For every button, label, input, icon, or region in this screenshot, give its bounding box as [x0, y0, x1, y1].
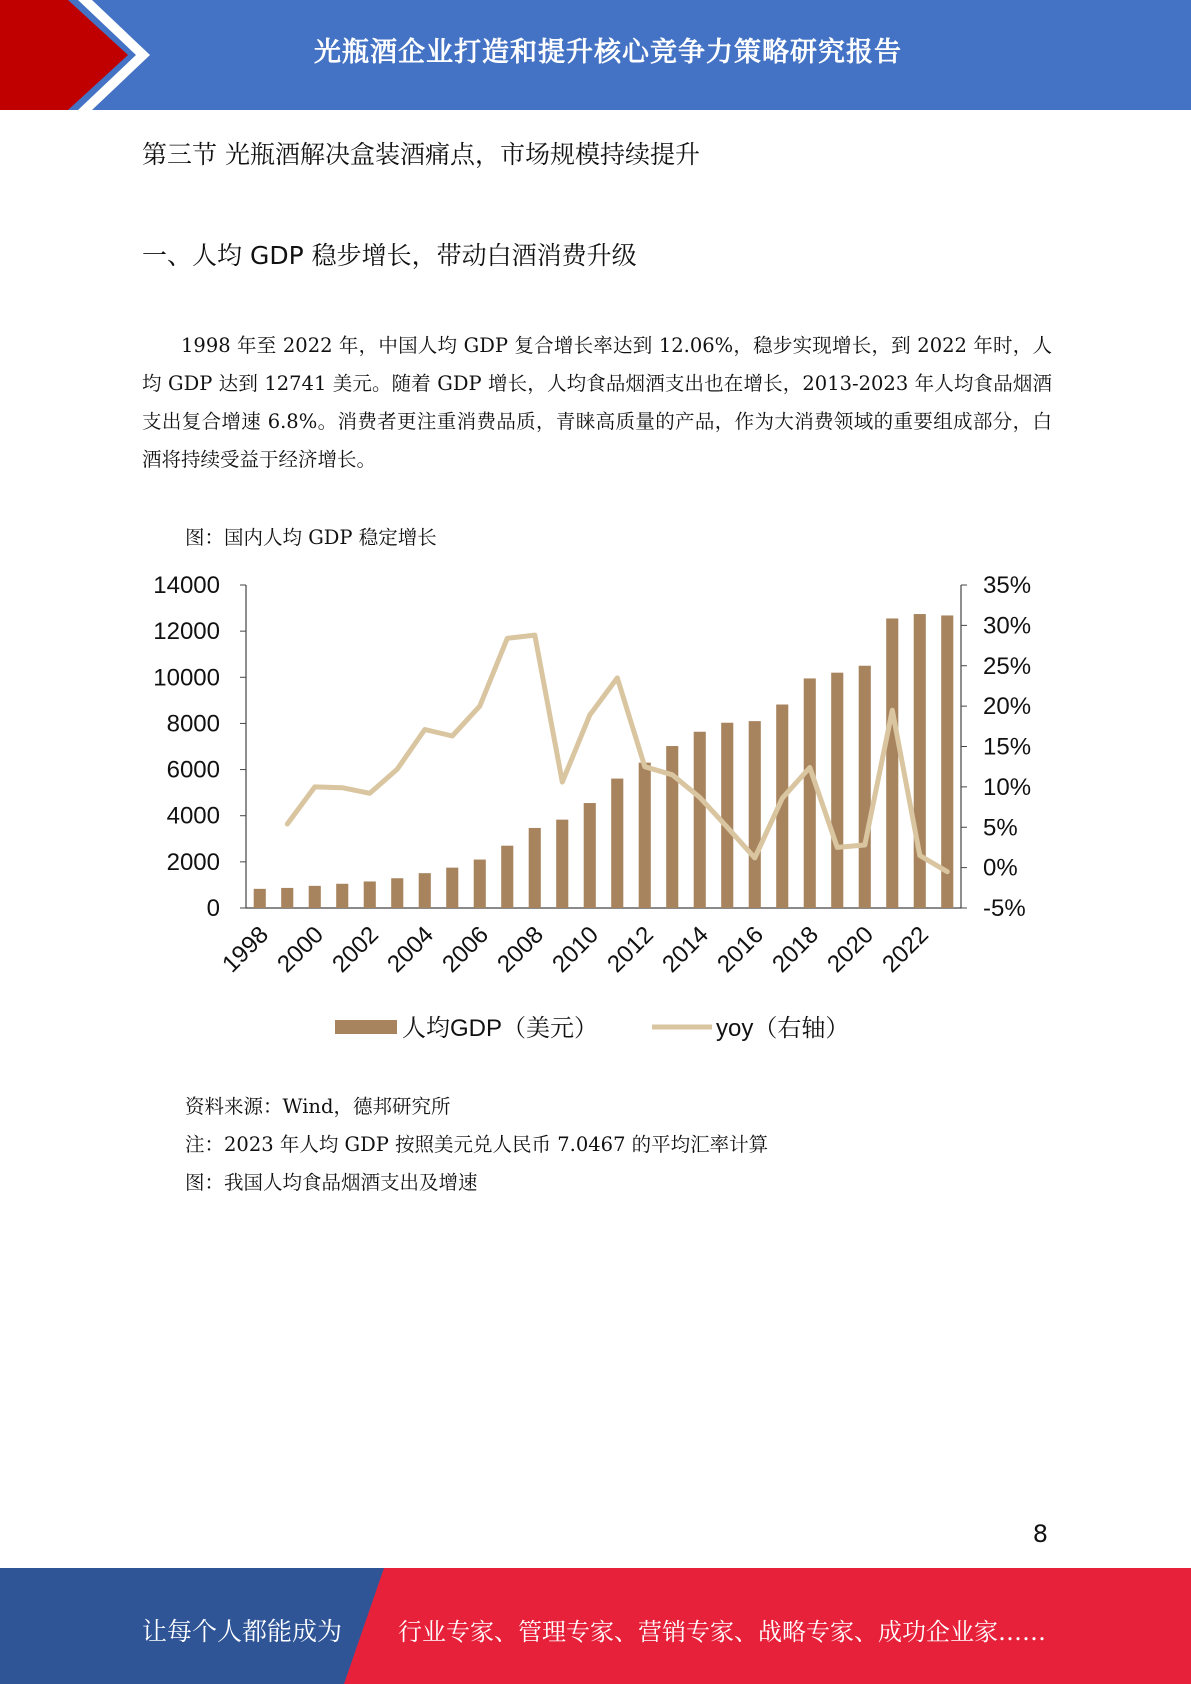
y-right-tick-label: 5%: [983, 814, 1018, 842]
x-tick-label: 2016: [712, 921, 769, 978]
section-title: 第三节 光瓶酒解决盒装酒痛点，市场规模持续提升: [142, 140, 700, 169]
gdp-bar: [611, 779, 623, 908]
x-tick-label: 1998: [217, 921, 274, 978]
y-left-tick-label: 2000: [166, 848, 220, 876]
x-tick-label: 2004: [382, 921, 439, 978]
legend-swatch-gdp: [335, 1020, 397, 1034]
x-tick-label: 2008: [492, 921, 549, 978]
y-right-tick-label: 30%: [983, 612, 1032, 640]
body-paragraph: 1998 年至 2022 年，中国人均 GDP 复合增长率达到 12.06%，稳步实现增长，到 2022 年时，人均 GDP 达到 12741 美元。随着 GDP 增长，人均食品烟酒支出也在增长，2013-2023 年人均食品烟酒支出复合增速 6.8%。消费者更注重消费品质，青睐高质量的产品，作为大消费领域的重要组成部分，白酒将持续受益于经济增长。: [142, 334, 1052, 471]
gdp-bar: [336, 884, 348, 908]
x-tick-label: 2006: [437, 921, 494, 978]
report-title: 光瓶酒企业打造和提升核心竞争力策略研究报告: [314, 37, 902, 68]
x-tick-label: 2002: [327, 921, 384, 978]
y-left-tick-label: 6000: [166, 756, 220, 784]
y-left-tick-label: 8000: [166, 710, 220, 738]
y-right-tick-label: 20%: [983, 693, 1032, 721]
x-tick-label: 2022: [877, 921, 934, 978]
gdp-chart: [0, 560, 1191, 1100]
y-left-tick-label: 10000: [153, 664, 220, 692]
subsection-title: 一、人均 GDP 稳步增长，带动白酒消费升级: [142, 241, 637, 270]
x-tick-label: 2020: [822, 921, 879, 978]
legend-label-gdp: 人均GDP（美元）: [402, 1015, 599, 1042]
gdp-bar: [446, 868, 458, 908]
legend-label-yoy: yoy（右轴）: [716, 1015, 850, 1042]
y-right-tick-label: -5%: [983, 895, 1026, 922]
gdp-bar: [474, 860, 486, 908]
gdp-bar: [914, 614, 926, 908]
gdp-bar: [639, 763, 651, 908]
gdp-bar: [831, 673, 843, 908]
gdp-bar: [556, 820, 568, 908]
y-right-tick-label: 10%: [983, 773, 1032, 801]
gdp-bar: [529, 828, 541, 908]
y-left-tick-label: 12000: [153, 618, 220, 646]
gdp-bar: [721, 723, 733, 908]
y-left-tick-label: 0: [206, 895, 220, 922]
x-tick-label: 2012: [602, 921, 659, 978]
gdp-bar: [501, 846, 513, 908]
x-tick-label: 2000: [272, 921, 329, 978]
footer-slogan-left: 让每个人都能成为: [142, 1617, 343, 1646]
gdp-bar: [584, 803, 596, 908]
y-left-tick-label: 14000: [153, 572, 220, 599]
gdp-bar: [419, 873, 431, 908]
gdp-bar: [391, 878, 403, 908]
y-right-tick-label: 25%: [983, 652, 1032, 680]
gdp-bar: [364, 881, 376, 908]
figure-caption-2: 图：我国人均食品烟酒支出及增速: [185, 1171, 478, 1194]
footer-slogan-right: 行业专家、管理专家、营销专家、战略专家、成功企业家……: [398, 1618, 1046, 1646]
y-right-tick-label: 35%: [983, 572, 1032, 599]
gdp-bar: [281, 888, 293, 908]
x-tick-label: 2018: [767, 921, 824, 978]
exchange-rate-note: 注：2023 年人均 GDP 按照美元兑人民币 7.0467 的平均汇率计算: [185, 1133, 769, 1156]
y-right-tick-label: 0%: [983, 854, 1018, 882]
gdp-bar: [254, 889, 266, 908]
y-right-tick-label: 15%: [983, 733, 1032, 761]
gdp-bar: [804, 678, 816, 908]
gdp-bar: [886, 618, 898, 908]
figure-caption: 图：国内人均 GDP 稳定增长: [185, 526, 437, 549]
x-tick-label: 2014: [657, 921, 714, 978]
gdp-bar: [666, 746, 678, 908]
gdp-bar: [309, 886, 321, 908]
source-note: 资料来源：Wind，德邦研究所: [185, 1095, 451, 1118]
x-tick-label: 2010: [547, 921, 604, 978]
gdp-bar: [859, 666, 871, 908]
gdp-bar: [941, 615, 953, 908]
gdp-bar: [694, 732, 706, 908]
y-left-tick-label: 4000: [166, 802, 220, 830]
page-number: 8: [1032, 1520, 1048, 1548]
gdp-bar: [749, 721, 761, 908]
